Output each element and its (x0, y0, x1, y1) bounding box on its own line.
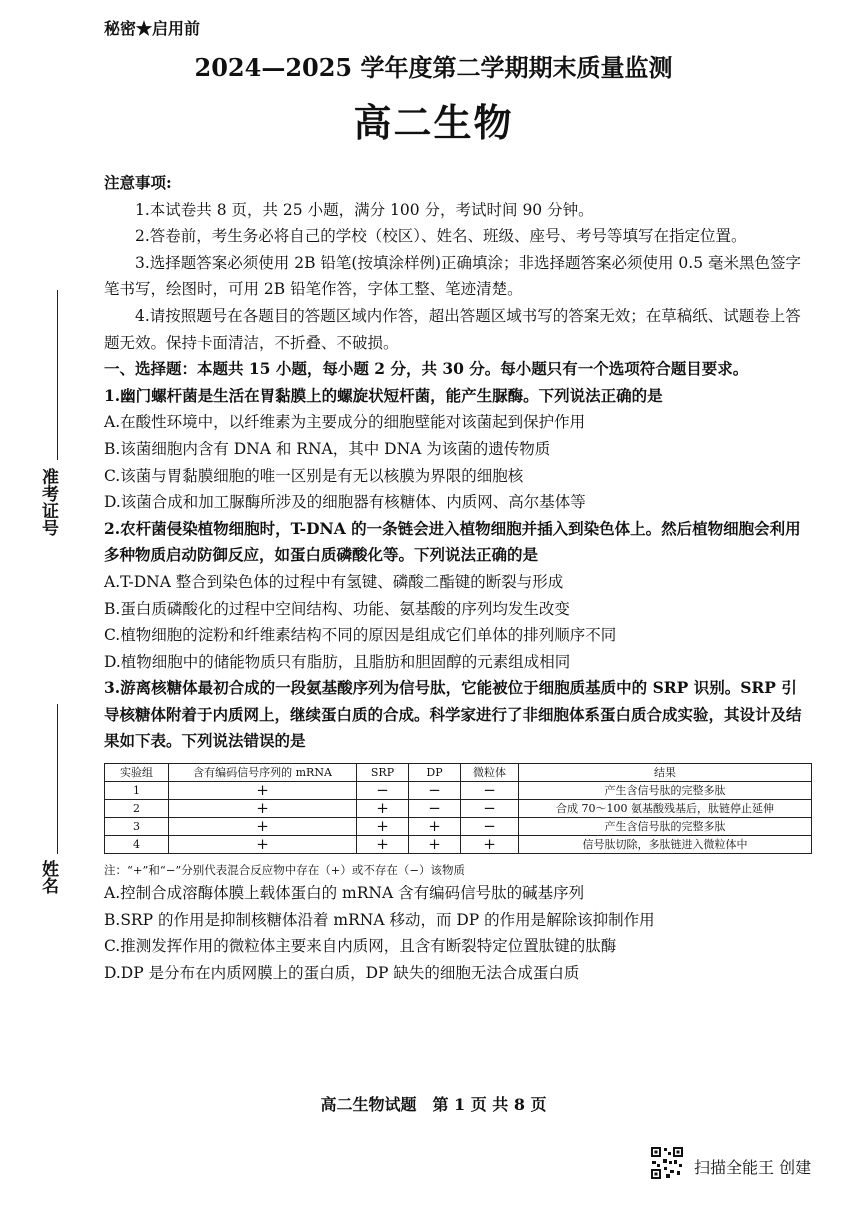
section-heading: 一、选择题：本题共 15 小题，每小题 2 分，共 30 分。每小题只有一个选项符合题目要求。 (104, 359, 749, 379)
table-row (105, 782, 812, 800)
table-header-row (105, 764, 812, 782)
table-cell: − (461, 818, 519, 836)
table-cell: + (357, 818, 409, 836)
notice-item: 3.选择题答案必须使用 2B 铅笔(按填涂样例)正确填涂；非选择题答案必须使用 0.5 毫米黑色签字笔书写，绘图时，可用 2B 铅笔作答，字体工整、笔迹清楚。 (104, 253, 801, 299)
table-cell: − (357, 782, 409, 800)
table-row (105, 800, 812, 818)
table-cell: + (357, 836, 409, 854)
table-cell: − (461, 782, 519, 800)
table-cell: − (409, 782, 461, 800)
table-cell: + (169, 800, 357, 818)
table-cell: 产生含信号肽的完整多肽 (519, 818, 812, 836)
question-stem: 3.游离核糖体最初合成的一段氨基酸序列为信号肽，它能被位于细胞质基质中的 SRP 识别。SRP 引导核糖体附着于内质网上，继续蛋白质的合成。科学家进行了非细胞体系蛋白质合成实验，其设计及结果如下表。下列说法错误的是 (104, 678, 802, 751)
table-row (105, 818, 812, 836)
secret-label: 秘密★启用前 (104, 19, 201, 38)
table-cell: − (461, 800, 519, 818)
experiment-table (104, 763, 812, 854)
qr-code-icon (650, 1146, 684, 1180)
notice-item: 4.请按照题号在各题目的答题区域内作答，超出答题区域书写的答案无效；在草稿纸、试题卷上答题无效。保持卡面清洁，不折叠、不破损。 (104, 306, 801, 352)
scanner-watermark: 扫描全能王 创建 (694, 1158, 812, 1177)
question-option: C.该菌与胃黏膜细胞的唯一区别是有无以核膜为界限的细胞核 (104, 466, 524, 485)
table-header: DP (409, 764, 461, 782)
table-header: 微粒体 (461, 764, 519, 782)
question-option: A.在酸性环境中，以纤维素为主要成分的细胞壁能对该菌起到保护作用 (104, 413, 586, 432)
table-header: 结果 (519, 764, 812, 782)
table-cell: 信号肽切除，多肽链进入微粒体中 (519, 836, 812, 854)
exam-content (104, 170, 804, 986)
subject-title: 高二生物 (353, 100, 514, 145)
exam-id-label: 准考证号 (38, 468, 58, 536)
table-cell: + (409, 818, 461, 836)
table-row (105, 836, 812, 854)
question-stem: 1.幽门螺杆菌是生活在胃黏膜上的螺旋状短杆菌，能产生脲酶。下列说法正确的是 (104, 385, 663, 405)
table-cell: 4 (105, 836, 169, 854)
table-cell: + (409, 836, 461, 854)
table-cell: 1 (105, 782, 169, 800)
table-cell: − (409, 800, 461, 818)
exam-id-line (57, 290, 58, 460)
page-footer: 高二生物试题 第 1 页 共 8 页 (320, 1095, 547, 1114)
table-header: 实验组 (105, 764, 169, 782)
notice-item: 2.答卷前，考生务必将自己的学校（校区）、姓名、班级、座号、考号等填写在指定位置。 (135, 227, 747, 246)
table-cell: 合成 70～100 氨基酸残基后，肽链停止延伸 (519, 800, 812, 818)
question-option: D.植物细胞中的储能物质只有脂肪，且脂肪和胆固醇的元素组成相同 (104, 652, 571, 671)
question-option: D.该菌合成和加工脲酶所涉及的细胞器有核糖体、内质网、高尔基体等 (104, 493, 586, 512)
table-cell: + (169, 782, 357, 800)
name-line (57, 704, 58, 854)
name-label: 姓名 (38, 860, 58, 894)
question-stem: 2.农杆菌侵染植物细胞时，T-DNA 的一条链会进入植物细胞并插入到染色体上。然后植物细胞会利用多种物质启动防御反应，如蛋白质磷酸化等。下列说法正确的是 (104, 518, 801, 565)
notice-item: 1.本试卷共 8 页，共 25 小题，满分 100 分，考试时间 90 分钟。 (135, 200, 594, 219)
table-cell: 3 (105, 818, 169, 836)
table-cell: + (461, 836, 519, 854)
question-option: B.SRP 的作用是抑制核糖体沿着 mRNA 移动，而 DP 的作用是解除该抑制作用 (104, 910, 655, 929)
exam-title: 2024—2025 学年度第二学期期末质量监测 (194, 53, 673, 82)
table-cell: 2 (105, 800, 169, 818)
question-option: D.DP 是分布在内质网膜上的蛋白质，DP 缺失的细胞无法合成蛋白质 (104, 963, 580, 982)
table-note: 注：“+”和“−”分别代表混合反应物中存在（+）或不存在（−）该物质 (104, 863, 466, 878)
table-cell: 产生含信号肽的完整多肽 (519, 782, 812, 800)
table-cell: + (169, 836, 357, 854)
table-cell: + (357, 800, 409, 818)
table-header: 含有编码信号序列的 mRNA (169, 764, 357, 782)
question-option: B.蛋白质磷酸化的过程中空间结构、功能、氨基酸的序列均发生改变 (104, 599, 570, 618)
question-option: B.该菌细胞内含有 DNA 和 RNA，其中 DNA 为该菌的遗传物质 (104, 439, 551, 458)
question-option: C.推测发挥作用的微粒体主要来自内质网，且含有断裂特定位置肽键的肽酶 (104, 937, 617, 956)
notice-heading: 注意事项: (104, 173, 172, 192)
table-cell: + (169, 818, 357, 836)
question-option: C.植物细胞的淀粉和纤维素结构不同的原因是组成它们单体的排列顺序不同 (104, 626, 617, 645)
question-option: A.T-DNA 整合到染色体的过程中有氢键、磷酸二酯键的断裂与形成 (104, 572, 564, 591)
table-header: SRP (357, 764, 409, 782)
question-option: A.控制合成溶酶体膜上载体蛋白的 mRNA 含有编码信号肽的碱基序列 (104, 884, 585, 903)
